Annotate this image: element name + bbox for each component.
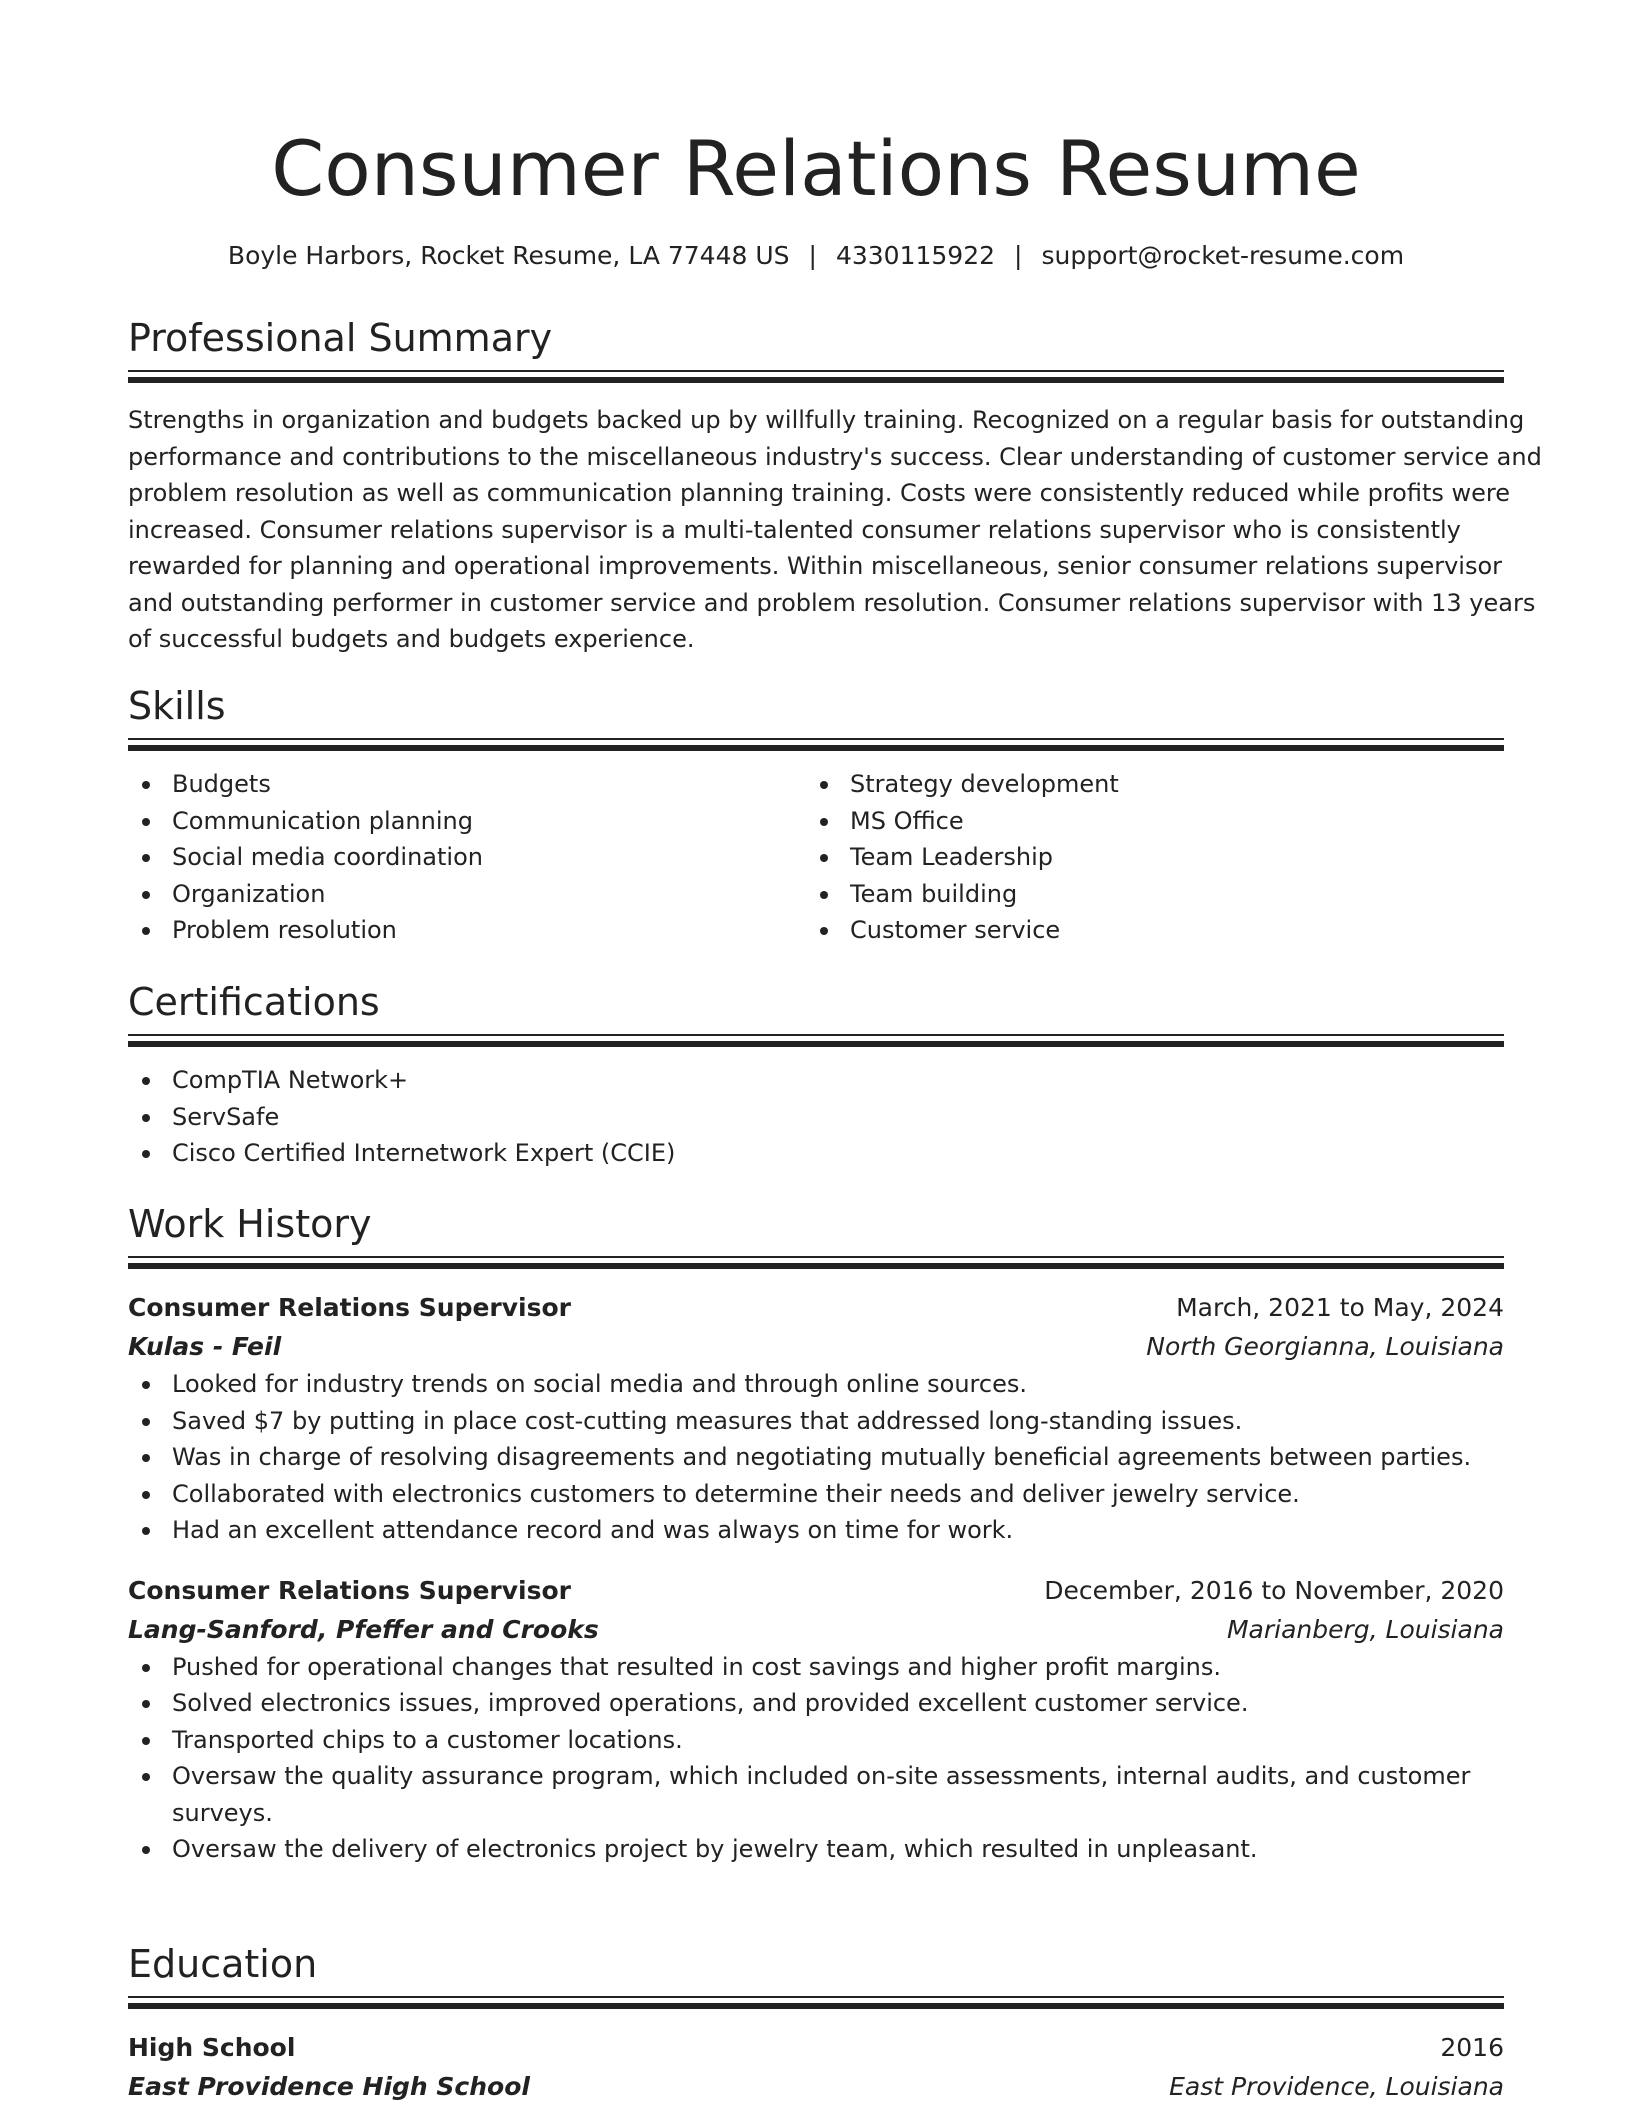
skill-item: Budgets: [128, 766, 806, 803]
education-section: [128, 1938, 1504, 2106]
education-degree: High School: [128, 2033, 296, 2062]
education-location: East Providence, Louisiana: [1169, 2072, 1504, 2101]
section-divider: [128, 370, 1504, 384]
skill-item: Problem resolution: [128, 912, 806, 949]
job-bullet-text: Oversaw the quality assurance program, which included on-site assessments, internal audits, and customer: [172, 1762, 1471, 1790]
job-subheader: [128, 1610, 1504, 1649]
section-heading: Certifications: [128, 980, 380, 1024]
education-subheader: [128, 2067, 1504, 2106]
skill-item: MS Office: [806, 803, 1484, 840]
summary-text: [128, 402, 1542, 658]
section-heading: Professional Summary: [128, 316, 553, 360]
job-entry: [128, 1571, 1504, 1868]
contact-phone: 4330115922: [835, 241, 996, 270]
job-title: Consumer Relations Supervisor: [128, 1575, 571, 1605]
summary-line: Strengths in organization and budgets backed up by willfully training. Recognized on a regular basis for outstanding: [128, 406, 1525, 434]
education-school: East Providence High School: [128, 2072, 530, 2101]
certifications-section: [128, 976, 1504, 1172]
skill-item: Strategy development: [806, 766, 1484, 803]
job-subheader: [128, 1327, 1504, 1366]
resume-title: Consumer Relations Resume: [271, 124, 1361, 213]
work-history-section: [128, 1198, 1504, 1868]
skill-item: Team Leadership: [806, 839, 1484, 876]
job-bullet-continuation: surveys.: [172, 1798, 273, 1827]
job-bullet: Was in charge of resolving disagreements and negotiating mutually beneficial agreements between parties.: [128, 1439, 1504, 1476]
certification-item: CompTIA Network+: [128, 1062, 1504, 1099]
summary-line: of successful budgets and budgets experience.: [128, 625, 695, 653]
skills-section: [128, 680, 1504, 949]
skills-column-right: [806, 766, 1484, 949]
job-header: [128, 1571, 1504, 1610]
certification-item: Cisco Certified Internetwork Expert (CCIE): [128, 1135, 1504, 1172]
job-bullet: Had an excellent attendance record and was always on time for work.: [128, 1512, 1504, 1549]
certification-item: ServSafe: [128, 1099, 1504, 1136]
skills-column-left: [128, 766, 806, 949]
job-bullets: [128, 1366, 1504, 1549]
job-bullet: Oversaw the delivery of electronics project by jewelry team, which resulted in unpleasant.: [128, 1831, 1504, 1868]
job-bullet: Collaborated with electronics customers to determine their needs and deliver jewelry service.: [128, 1476, 1504, 1513]
skills-grid: [128, 766, 1504, 949]
skill-item: Communication planning: [128, 803, 806, 840]
job-bullet: Saved $7 by putting in place cost-cutting measures that addressed long-standing issues.: [128, 1403, 1504, 1440]
section-divider: [128, 1034, 1504, 1048]
job-location: Marianberg, Louisiana: [1226, 1614, 1504, 1644]
education-header: [128, 2028, 1504, 2067]
job-bullet: Transported chips to a customer locations.: [128, 1722, 1504, 1759]
contact-line: [128, 238, 1504, 274]
summary-line: and outstanding performer in customer service and problem resolution. Consumer relations supervisor with 13 years: [128, 588, 1536, 617]
section-heading: Work History: [128, 1202, 372, 1246]
section-heading: Education: [128, 1942, 318, 1986]
contact-separator: |: [808, 241, 817, 270]
skill-item: Team building: [806, 876, 1484, 913]
summary-section: [128, 312, 1542, 658]
education-entry: [128, 2028, 1504, 2106]
skill-item: Social media coordination: [128, 839, 806, 876]
job-header: [128, 1288, 1504, 1327]
section-divider: [128, 1996, 1504, 2010]
job-bullet: Solved electronics issues, improved operations, and provided excellent customer service.: [128, 1685, 1504, 1722]
job-dates: December, 2016 to November, 2020: [1044, 1575, 1504, 1605]
section-heading: Skills: [128, 684, 226, 728]
skill-item: Organization: [128, 876, 806, 913]
summary-line: problem resolution as well as communication planning training. Costs were consistently reduced while profits were: [128, 479, 1511, 507]
job-bullet: Looked for industry trends on social media and through online sources.: [128, 1366, 1504, 1403]
job-bullets: [128, 1649, 1504, 1868]
job-employer: Lang-Sanford, Pfeffer and Crooks: [128, 1614, 599, 1644]
job-bullet: [128, 1758, 1504, 1831]
summary-line: performance and contributions to the miscellaneous industry's success. Clear understanding of customer service and: [128, 442, 1542, 471]
section-divider: [128, 738, 1504, 752]
contact-address: Boyle Harbors, Rocket Resume, LA 77448 US: [227, 241, 790, 270]
summary-line: increased. Consumer relations supervisor is a multi-talented consumer relations supervisor who is consistently: [128, 515, 1461, 544]
job-location: North Georgianna, Louisiana: [1146, 1332, 1504, 1361]
job-title: Consumer Relations Supervisor: [128, 1293, 571, 1322]
certifications-list: [128, 1062, 1504, 1172]
job-bullet: Pushed for operational changes that resulted in cost savings and higher profit margins.: [128, 1649, 1504, 1686]
job-employer: Kulas - Feil: [128, 1332, 282, 1361]
section-divider: [128, 1256, 1504, 1270]
education-year: 2016: [1440, 2033, 1504, 2062]
contact-email[interactable]: support@rocket-resume.com: [1041, 241, 1405, 270]
job-dates: March, 2021 to May, 2024: [1176, 1293, 1504, 1322]
contact-separator: |: [1014, 241, 1023, 270]
job-entry: [128, 1288, 1504, 1549]
skill-item: Customer service: [806, 912, 1484, 949]
summary-line: rewarded for planning and operational improvements. Within miscellaneous, senior consumer relations supervisor: [128, 552, 1503, 580]
